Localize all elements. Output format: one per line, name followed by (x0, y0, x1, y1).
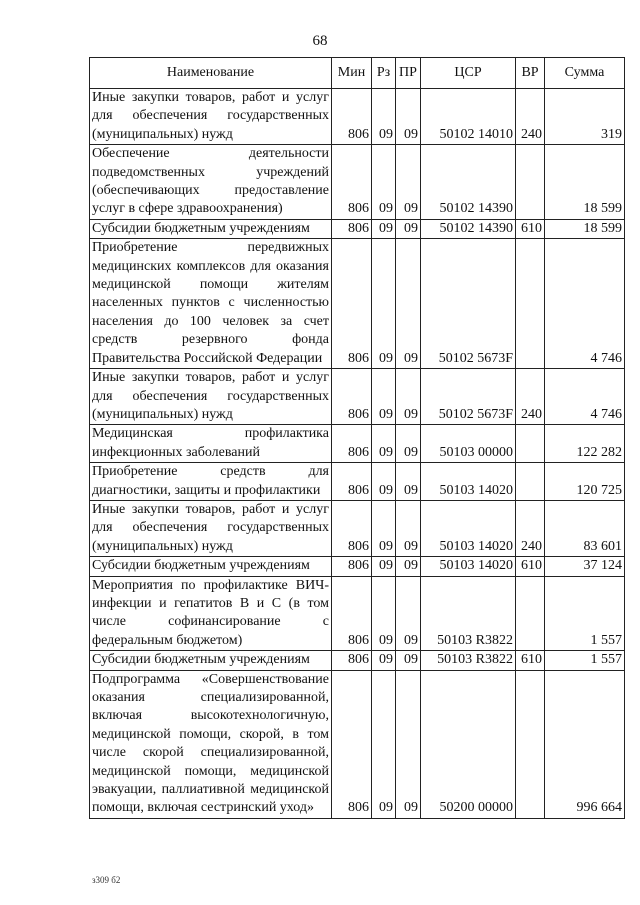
table-row (90, 463, 625, 501)
row-sum: 4 746 (545, 369, 625, 425)
row-rz: 09 (372, 219, 396, 238)
row-pr: 09 (396, 89, 421, 145)
row-csr: 50103 R3822 (421, 576, 516, 651)
row-name: Субсидии бюджетным учреждениям (90, 219, 332, 238)
row-min: 806 (332, 670, 372, 818)
header-csr: ЦСР (421, 58, 516, 89)
row-rz: 09 (372, 670, 396, 818)
row-pr: 09 (396, 425, 421, 463)
table-row (90, 369, 625, 425)
row-rz: 09 (372, 369, 396, 425)
row-pr: 09 (396, 463, 421, 501)
table-row (90, 576, 625, 651)
table-body (90, 89, 625, 819)
row-vr (516, 576, 545, 651)
row-csr: 50103 00000 (421, 425, 516, 463)
table-row (90, 500, 625, 556)
row-min: 806 (332, 145, 372, 220)
row-sum: 18 599 (545, 145, 625, 220)
row-rz: 09 (372, 239, 396, 369)
row-pr: 09 (396, 500, 421, 556)
row-rz: 09 (372, 500, 396, 556)
row-sum: 120 725 (545, 463, 625, 501)
row-csr: 50103 14020 (421, 557, 516, 576)
row-name: Медицинская профилактика инфекционных заболеваний (90, 425, 332, 463)
row-pr: 09 (396, 145, 421, 220)
header-name: Наименование (90, 58, 332, 89)
row-vr: 240 (516, 89, 545, 145)
row-sum: 37 124 (545, 557, 625, 576)
row-name: Приобретение средств для диагностики, защиты и профилактики (90, 463, 332, 501)
row-csr: 50102 5673F (421, 369, 516, 425)
row-csr: 50103 14020 (421, 500, 516, 556)
row-min: 806 (332, 369, 372, 425)
table-row (90, 219, 625, 238)
row-vr: 610 (516, 557, 545, 576)
row-pr: 09 (396, 576, 421, 651)
table-row (90, 425, 625, 463)
row-csr: 50103 14020 (421, 463, 516, 501)
row-csr: 50102 14010 (421, 89, 516, 145)
row-sum: 1 557 (545, 651, 625, 670)
row-vr (516, 239, 545, 369)
row-name: Субсидии бюджетным учреждениям (90, 557, 332, 576)
row-rz: 09 (372, 463, 396, 501)
header-min: Мин (332, 58, 372, 89)
row-sum: 319 (545, 89, 625, 145)
row-min: 806 (332, 500, 372, 556)
row-min: 806 (332, 651, 372, 670)
row-vr (516, 145, 545, 220)
table-row (90, 670, 625, 818)
row-vr (516, 425, 545, 463)
row-vr (516, 670, 545, 818)
row-csr: 50102 14390 (421, 145, 516, 220)
row-min: 806 (332, 219, 372, 238)
row-name: Субсидии бюджетным учреждениям (90, 651, 332, 670)
table-row (90, 145, 625, 220)
row-min: 806 (332, 239, 372, 369)
row-sum: 1 557 (545, 576, 625, 651)
row-vr (516, 463, 545, 501)
row-name: Мероприятия по профилактике ВИЧ-инфекции и гепатитов В и С (в том числе софинансирование с федеральным бюджетом) (90, 576, 332, 651)
table-row (90, 89, 625, 145)
row-rz: 09 (372, 89, 396, 145)
row-sum: 83 601 (545, 500, 625, 556)
table-row (90, 651, 625, 670)
header-sum: Сумма (545, 58, 625, 89)
header-pr: ПР (396, 58, 421, 89)
row-pr: 09 (396, 219, 421, 238)
table-row (90, 557, 625, 576)
row-min: 806 (332, 557, 372, 576)
row-sum: 122 282 (545, 425, 625, 463)
row-csr: 50200 00000 (421, 670, 516, 818)
row-csr: 50102 14390 (421, 219, 516, 238)
row-vr: 240 (516, 500, 545, 556)
row-pr: 09 (396, 369, 421, 425)
row-rz: 09 (372, 651, 396, 670)
row-csr: 50103 R3822 (421, 651, 516, 670)
row-vr: 240 (516, 369, 545, 425)
row-sum: 4 746 (545, 239, 625, 369)
row-name: Иные закупки товаров, работ и услуг для обеспечения государственных (муниципальных) нужд (90, 89, 332, 145)
row-name: Приобретение передвижных медицинских комплексов для оказания медицинской помощи жителям населенных пунктов с численностью населения до 100 человек за счет средств резервного фонда Правительства Российской Федерации (90, 239, 332, 369)
row-name: Иные закупки товаров, работ и услуг для обеспечения государственных (муниципальных) нужд (90, 500, 332, 556)
row-min: 806 (332, 576, 372, 651)
row-min: 806 (332, 425, 372, 463)
row-pr: 09 (396, 557, 421, 576)
header-rz: Рз (372, 58, 396, 89)
table-header (90, 58, 625, 89)
table-row (90, 239, 625, 369)
row-sum: 18 599 (545, 219, 625, 238)
row-rz: 09 (372, 425, 396, 463)
row-sum: 996 664 (545, 670, 625, 818)
row-rz: 09 (372, 557, 396, 576)
row-name: Иные закупки товаров, работ и услуг для обеспечения государственных (муниципальных) нужд (90, 369, 332, 425)
row-vr: 610 (516, 651, 545, 670)
row-min: 806 (332, 89, 372, 145)
page-number: 68 (312, 33, 328, 49)
budget-table (89, 57, 625, 819)
row-pr: 09 (396, 651, 421, 670)
row-vr: 610 (516, 219, 545, 238)
row-csr: 50102 5673F (421, 239, 516, 369)
row-pr: 09 (396, 670, 421, 818)
row-name: Обеспечение деятельности подведомственных учреждений (обеспечивающих предоставление услуг в сфере здравоохранения) (90, 145, 332, 220)
row-min: 806 (332, 463, 372, 501)
row-rz: 09 (372, 145, 396, 220)
row-pr: 09 (396, 239, 421, 369)
header-vr: ВР (516, 58, 545, 89)
footer-code: з309 б2 (92, 875, 121, 885)
row-rz: 09 (372, 576, 396, 651)
row-name: Подпрограмма «Совершенствование оказания специализированной, включая высокотехнологичную, медицинской помощи, скорой, в том числе скорой специализированной, медицинской помощи, медицинской эвакуации, паллиативной медицинской помощи, включая сестринский уход» (90, 670, 332, 818)
